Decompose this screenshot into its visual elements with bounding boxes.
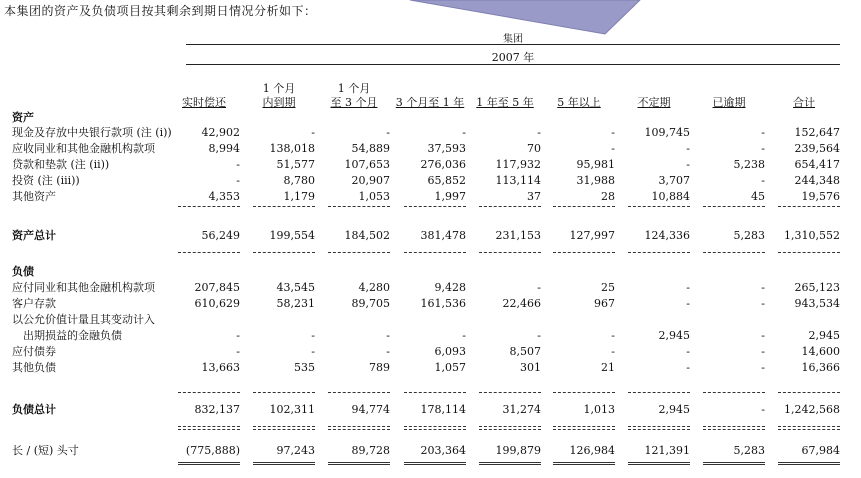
table-cell: -	[761, 403, 765, 416]
subtotal-rule	[703, 392, 765, 393]
table-cell: 102,311	[269, 403, 315, 416]
column-header-line	[318, 68, 390, 82]
table-cell: 244,348	[794, 174, 840, 187]
table-cell: 203,364	[420, 444, 466, 457]
column-header-line: 1 个月	[337, 82, 371, 95]
intro-text: 本集团的资产及负债项目按其剩余到期日情况分析如下：	[4, 4, 317, 18]
column-header-line	[693, 68, 765, 82]
table-cell: 54,889	[351, 142, 390, 155]
table-cell: 20,907	[351, 174, 390, 187]
table-cell: 1,997	[434, 190, 466, 203]
table-cell: -	[386, 345, 390, 358]
column-header-line	[768, 68, 840, 82]
table-cell: -	[236, 174, 240, 187]
subtotal-rule	[328, 392, 390, 393]
table-cell: 67,984	[801, 444, 840, 457]
total-double-rule	[479, 462, 541, 465]
table-cell: -	[311, 329, 315, 342]
table-cell: 14,600	[801, 345, 840, 358]
table-cell: 1,057	[434, 361, 466, 374]
table-cell: 5,283	[733, 444, 765, 457]
table-cell: 5,283	[733, 229, 765, 242]
table-cell: 8,507	[509, 345, 541, 358]
table-cell: -	[537, 329, 541, 342]
table-cell: 22,466	[502, 297, 541, 310]
table-cell: 184,502	[344, 229, 390, 242]
column-header-line	[394, 68, 466, 82]
column-header-line	[618, 68, 690, 82]
total-double-rule	[253, 462, 315, 465]
table-cell: 94,774	[351, 403, 390, 416]
subtotal-rule	[178, 206, 240, 207]
subtotal-rule	[404, 252, 466, 253]
subtotal-rule	[178, 252, 240, 253]
subtotal-rule	[253, 252, 315, 253]
group-header: 集团	[503, 34, 523, 45]
liabilities-section-title-label: 负债	[12, 265, 34, 278]
liability-row	[0, 296, 861, 312]
table-cell: 117,932	[495, 158, 541, 171]
row-label: 应付债券	[12, 345, 56, 358]
subtotal-rule	[178, 392, 240, 393]
subtotal-rule	[479, 392, 541, 393]
subtotal-rule	[778, 429, 840, 430]
table-cell: 276,036	[420, 158, 466, 171]
net-position-row	[0, 443, 861, 459]
total-double-rule	[703, 462, 765, 465]
table-cell: -	[611, 142, 615, 155]
table-cell: -	[686, 142, 690, 155]
subtotal-rule	[404, 206, 466, 207]
table-cell: 199,554	[269, 229, 315, 242]
liabilities-total-row	[0, 402, 861, 418]
table-cell: 37,593	[427, 142, 466, 155]
table-cell: 25	[601, 281, 615, 294]
assets-total-row	[0, 228, 861, 244]
table-cell: 127,997	[569, 229, 615, 242]
table-cell: 121,391	[644, 444, 690, 457]
table-cell: 6,093	[434, 345, 466, 358]
table-cell: -	[761, 361, 765, 374]
assets-section-title	[0, 110, 861, 126]
column-header-line: 5 年以上	[557, 96, 601, 109]
subtotal-rule	[553, 392, 615, 393]
row-label: 其他负债	[12, 361, 56, 374]
table-cell: -	[686, 297, 690, 310]
column-header-line: 1 年至 5 年	[476, 96, 534, 109]
table-cell: 124,336	[644, 229, 690, 242]
subtotal-rule	[778, 206, 840, 207]
total-double-rule	[404, 462, 466, 465]
total-double-rule	[178, 462, 240, 465]
table-cell: 2,945	[658, 329, 690, 342]
column-header-line	[469, 68, 541, 82]
subtotal-rule	[553, 206, 615, 207]
table-cell: 3,707	[658, 174, 690, 187]
table-cell: 19,576	[801, 190, 840, 203]
subtotal-rule	[178, 426, 240, 427]
subtotal-rule	[178, 429, 240, 430]
table-cell: 832,137	[194, 403, 240, 416]
subtotal-rule	[404, 429, 466, 430]
table-cell: 113,114	[495, 174, 541, 187]
column-header-2	[243, 68, 315, 110]
table-cell: 654,417	[794, 158, 840, 171]
asset-row	[0, 125, 861, 141]
subtotal-rule	[703, 252, 765, 253]
table-cell: 28	[601, 190, 615, 203]
column-header-line: 3 个月至 1 年	[395, 96, 465, 109]
table-cell: -	[386, 126, 390, 139]
table-cell: 535	[294, 361, 315, 374]
subtotal-rule	[479, 426, 541, 427]
table-cell: -	[611, 329, 615, 342]
table-cell: 10,884	[651, 190, 690, 203]
column-header-line	[543, 68, 615, 82]
table-cell: -	[761, 329, 765, 342]
table-cell: 178,114	[420, 403, 466, 416]
table-cell: 31,988	[576, 174, 615, 187]
group-rule	[186, 44, 840, 45]
column-header-line	[168, 82, 240, 96]
asset-row	[0, 157, 861, 173]
table-cell: 95,981	[576, 158, 615, 171]
subtotal-rule	[778, 252, 840, 253]
table-cell: 207,845	[194, 281, 240, 294]
subtotal-rule	[628, 392, 690, 393]
table-cell: -	[611, 126, 615, 139]
table-cell: 1,053	[358, 190, 390, 203]
subtotal-rule	[553, 429, 615, 430]
subtotal-rule	[253, 392, 315, 393]
table-cell: 58,231	[276, 297, 315, 310]
total-double-rule	[553, 462, 615, 465]
subtotal-rule	[404, 392, 466, 393]
column-header-9	[768, 68, 840, 110]
table-cell: 51,577	[276, 158, 315, 171]
subtotal-rule	[628, 426, 690, 427]
liability-row	[0, 344, 861, 360]
row-label: 长 / (短) 头寸	[12, 444, 79, 457]
table-cell: 239,564	[794, 142, 840, 155]
table-cell: 37	[527, 190, 541, 203]
subtotal-rule	[778, 392, 840, 393]
column-header-line: 实时偿还	[182, 96, 226, 109]
table-cell: 967	[594, 297, 615, 310]
table-cell: 42,902	[201, 126, 240, 139]
column-header-line: 内到期	[262, 96, 296, 109]
liabilities-section-title	[0, 264, 861, 280]
row-label: 现金及存放中央银行款项 (注 (i))	[12, 126, 172, 139]
row-label: 应收同业和其他金融机构款项	[12, 142, 155, 155]
table-cell: 381,478	[420, 229, 466, 242]
table-cell: 943,534	[794, 297, 840, 310]
row-label: 其他资产	[12, 190, 56, 203]
column-header-line	[618, 82, 690, 96]
liability-row	[0, 328, 861, 344]
subtotal-rule	[253, 206, 315, 207]
subtotal-rule	[328, 206, 390, 207]
table-cell: -	[761, 297, 765, 310]
subtotal-rule	[404, 426, 466, 427]
table-cell: 231,153	[495, 229, 541, 242]
column-header-line	[394, 82, 466, 96]
subtotal-rule	[703, 429, 765, 430]
column-header-3	[318, 68, 390, 110]
subtotal-rule	[628, 429, 690, 430]
table-cell: 45	[751, 190, 765, 203]
table-cell: 4,280	[358, 281, 390, 294]
liability-row	[0, 360, 861, 376]
table-cell: 8,780	[283, 174, 315, 187]
table-cell: -	[761, 281, 765, 294]
asset-row	[0, 173, 861, 189]
table-cell: 138,018	[269, 142, 315, 155]
subtotal-rule	[479, 429, 541, 430]
table-cell: 8,994	[208, 142, 240, 155]
table-cell: 31,274	[502, 403, 541, 416]
asset-row	[0, 141, 861, 157]
table-cell: 16,366	[801, 361, 840, 374]
table-cell: -	[537, 126, 541, 139]
row-label: 客户存款	[12, 297, 56, 310]
table-cell: 56,249	[201, 229, 240, 242]
row-label: 应付同业和其他金融机构款项	[12, 281, 155, 294]
table-cell: 1,310,552	[784, 229, 840, 242]
table-cell: -	[761, 345, 765, 358]
table-cell: 610,629	[194, 297, 240, 310]
table-cell: -	[686, 281, 690, 294]
table-cell: 1,242,568	[784, 403, 840, 416]
subtotal-rule	[479, 206, 541, 207]
column-header-5	[469, 68, 541, 110]
column-header-7	[618, 68, 690, 110]
column-header-line	[543, 82, 615, 96]
column-header-line	[243, 68, 315, 82]
table-cell: 89,728	[351, 444, 390, 457]
table-cell: -	[462, 329, 466, 342]
column-header-line	[469, 82, 541, 96]
table-cell: 301	[520, 361, 541, 374]
row-label: 出期损益的金融负债	[12, 329, 122, 342]
table-cell: -	[761, 142, 765, 155]
table-cell: 199,879	[495, 444, 541, 457]
table-cell: 4,353	[208, 190, 240, 203]
column-header-6	[543, 68, 615, 110]
subtotal-rule	[479, 252, 541, 253]
table-cell: 1,013	[583, 403, 615, 416]
subtotal-rule	[703, 426, 765, 427]
column-header-line: 1 个月	[262, 82, 296, 95]
column-header-8	[693, 68, 765, 110]
subtotal-rule	[553, 426, 615, 427]
assets-section-title-label: 资产	[12, 111, 34, 124]
column-header-line	[768, 82, 840, 96]
table-cell: 789	[369, 361, 390, 374]
row-label: 投资 (注 (iii))	[12, 174, 80, 187]
table-cell: -	[386, 329, 390, 342]
subtotal-rule	[328, 426, 390, 427]
subtotal-rule	[253, 429, 315, 430]
subtotal-rule	[703, 206, 765, 207]
table-cell: -	[462, 126, 466, 139]
asset-row	[0, 189, 861, 205]
total-double-rule	[328, 462, 390, 465]
column-header-line: 已逾期	[712, 96, 746, 109]
table-cell: 2,945	[658, 403, 690, 416]
subtotal-rule	[328, 429, 390, 430]
subtotal-rule	[628, 252, 690, 253]
row-label: 负债总计	[12, 403, 56, 416]
table-cell: 65,852	[427, 174, 466, 187]
table-cell: -	[611, 345, 615, 358]
table-cell: -	[686, 345, 690, 358]
subtotal-rule	[328, 252, 390, 253]
subtotal-rule	[253, 426, 315, 427]
table-cell: 107,653	[344, 158, 390, 171]
table-cell: 9,428	[434, 281, 466, 294]
table-cell: -	[537, 281, 541, 294]
table-cell: 161,536	[420, 297, 466, 310]
subtotal-rule	[553, 252, 615, 253]
table-cell: -	[311, 345, 315, 358]
table-cell: -	[686, 361, 690, 374]
liability-row	[0, 280, 861, 296]
table-cell: 2,945	[808, 329, 840, 342]
table-cell: (775,888)	[185, 444, 240, 457]
table-cell: -	[236, 345, 240, 358]
table-cell: 126,984	[569, 444, 615, 457]
column-header-line	[168, 68, 240, 82]
total-double-rule	[628, 462, 690, 465]
table-cell: 89,705	[351, 297, 390, 310]
table-cell: 97,243	[276, 444, 315, 457]
column-header-line: 至 3 个月	[330, 96, 378, 109]
subtotal-rule	[778, 426, 840, 427]
table-cell: 5,238	[733, 158, 765, 171]
column-header-4	[394, 68, 466, 110]
table-cell: -	[761, 174, 765, 187]
year-header: 2007 年	[491, 51, 535, 64]
subtotal-rule	[628, 206, 690, 207]
column-header-line	[693, 82, 765, 96]
column-header-line: 不定期	[637, 96, 671, 109]
table-cell: -	[236, 329, 240, 342]
liability-row	[0, 312, 861, 328]
table-cell: -	[236, 158, 240, 171]
row-label: 资产总计	[12, 229, 56, 242]
total-double-rule	[778, 462, 840, 465]
row-label: 以公允价值计量且其变动计入	[12, 313, 155, 326]
column-header-line: 合计	[793, 96, 815, 109]
table-cell: 109,745	[644, 126, 690, 139]
table-cell: -	[311, 126, 315, 139]
table-cell: 13,663	[201, 361, 240, 374]
table-cell: -	[686, 158, 690, 171]
table-cell: -	[761, 126, 765, 139]
year-rule	[186, 64, 840, 65]
table-cell: 21	[601, 361, 615, 374]
table-cell: 70	[527, 142, 541, 155]
row-label: 贷款和垫款 (注 (ii))	[12, 158, 110, 171]
table-cell: 43,545	[276, 281, 315, 294]
column-header-1	[168, 68, 240, 110]
table-cell: 265,123	[794, 281, 840, 294]
table-cell: 152,647	[794, 126, 840, 139]
table-cell: 1,179	[283, 190, 315, 203]
